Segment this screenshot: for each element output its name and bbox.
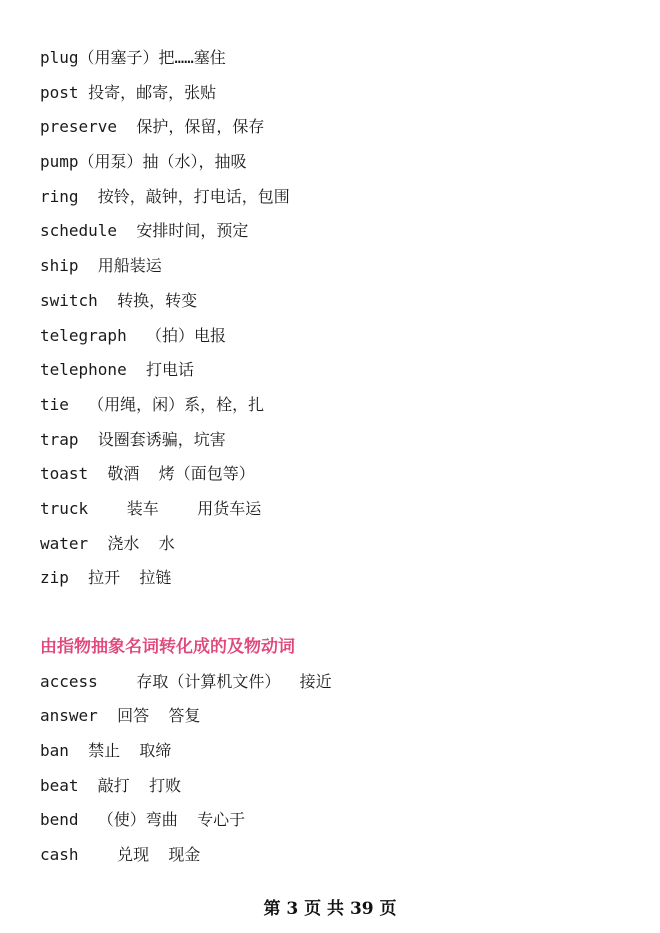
section-spacer bbox=[40, 599, 640, 633]
vocab-entry: post 投寄，邮寄，张贴 bbox=[40, 82, 217, 102]
section-heading: 由指物抽象名词转化成的及物动词 bbox=[40, 637, 295, 657]
vocab-entry: plug（用塞子）把……塞住 bbox=[40, 48, 226, 67]
vocab-entry: cash 兑现 现金 bbox=[40, 845, 201, 865]
vocab-entry: answer 回答 答复 bbox=[40, 706, 201, 726]
vocab-entry: telephone 打电话 bbox=[40, 360, 194, 380]
vocab-entry: zip 拉开 拉链 bbox=[40, 568, 172, 588]
vocab-entry: trap 设圈套诱骗，坑害 bbox=[40, 429, 226, 449]
vocab-entry: access 存取（计算机文件） 接近 bbox=[40, 671, 332, 691]
vocab-entry: schedule 安排时间，预定 bbox=[40, 221, 249, 241]
page-number-footer: 第 3 页 共 39 页 bbox=[263, 899, 397, 919]
vocab-entry: toast 敬酒 烤（面包等） bbox=[40, 464, 255, 484]
vocab-entry: ring 按铃，敲钟，打电话，包围 bbox=[40, 186, 290, 206]
vocab-entry: ban 禁止 取缔 bbox=[40, 741, 172, 761]
vocab-entry: bend （使）弯曲 专心于 bbox=[40, 810, 246, 830]
vocab-entry: ship 用船装运 bbox=[40, 256, 162, 276]
vocab-entry: truck 装车 用货车运 bbox=[40, 498, 262, 518]
vocab-entry: beat 敲打 打败 bbox=[40, 775, 182, 795]
vocab-entry: switch 转换，转变 bbox=[40, 290, 198, 310]
vocab-entry: telegraph （拍）电报 bbox=[40, 325, 226, 345]
vocab-entry: pump（用泵）抽（水），抽吸 bbox=[40, 152, 247, 172]
vocab-entry: preserve 保护，保留，保存 bbox=[40, 117, 265, 137]
vocabulary-list bbox=[40, 44, 640, 876]
vocab-entry: tie （用绳，闲）系，栓，扎 bbox=[40, 394, 265, 414]
vocab-entry: water 浇水 水 bbox=[40, 533, 175, 553]
